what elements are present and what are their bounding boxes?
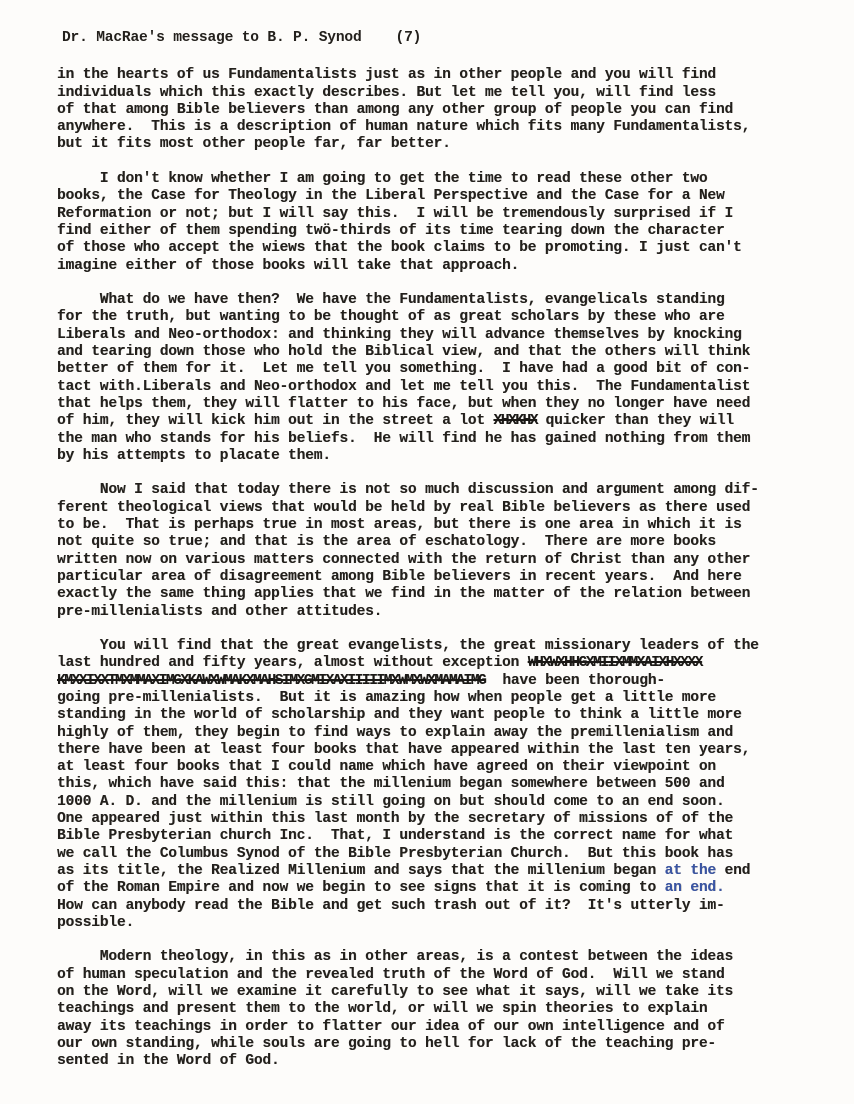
text-line — [57, 725, 824, 742]
text-segment: 1000 A. D. and the millenium is still going on but should come to an end soon. — [57, 793, 725, 810]
text-segment: How can anybody read the Bible and get such trash out of it? It's utterly im- — [57, 897, 725, 914]
text-line — [57, 240, 824, 257]
text-segment: by his attempts to placate them. — [57, 447, 331, 464]
paragraph — [57, 67, 824, 153]
text-line — [57, 309, 824, 326]
text-segment: You will find that the great evangelists, the great missionary leaders of the — [57, 638, 759, 655]
paragraph — [57, 949, 824, 1070]
text-line — [57, 534, 824, 551]
text-segment: we call the Columbus Synod of the Bible Presbyterian Church. But this book has — [57, 845, 734, 862]
text-line — [57, 448, 824, 465]
text-line — [57, 396, 824, 413]
text-segment: Modern theology, in this as in other areas, is a contest between the ideas — [57, 949, 734, 966]
text-segment: Bible Presbyterian church Inc. That, I understand is the correct name for what — [57, 828, 734, 845]
text-line — [57, 188, 824, 205]
text-segment: Now I said that today there is not so much discussion and argument among dif- — [57, 482, 759, 499]
text-line — [57, 344, 824, 361]
text-segment: What do we have then? We have the Fundamentalists, evangelicals standing — [57, 292, 725, 309]
text-segment: anywhere. This is a description of human nature which fits many Fundamentalists, — [57, 119, 751, 136]
text-line — [57, 569, 824, 586]
text-segment: of that among Bible believers than among any other group of people you can find — [57, 101, 734, 118]
text-segment: have been thorough- — [485, 672, 665, 689]
text-line — [57, 880, 824, 897]
struck-out-text: WHXWXHHGXMIIXMMXAIXHXXXX — [527, 655, 702, 672]
text-segment: sented in the Word of God. — [57, 1053, 280, 1070]
text-segment: I don't know whether I am going to get the time to read these other two — [57, 171, 708, 188]
text-segment: written now on various matters connected with the return of Christ than any other — [57, 551, 751, 568]
text-line — [57, 742, 824, 759]
text-segment: teachings and present them to the world, or will we spin theories to explain — [57, 1001, 708, 1018]
text-line — [57, 811, 824, 828]
text-segment: particular area of disagreement among Bible believers in recent years. And here — [57, 568, 742, 585]
page-number: (7) — [395, 30, 422, 46]
text-segment: and tearing down those who hold the Biblical view, and that the others will think — [57, 344, 751, 361]
text-line — [57, 828, 824, 845]
text-line — [57, 223, 824, 240]
text-segment: individuals which this exactly describes. But let me tell you, will find less — [57, 84, 716, 101]
text-segment: not quite so true; and that is the area of eschatology. There are more books — [57, 534, 716, 551]
text-line — [57, 915, 824, 932]
text-segment: imagine either of those books will take that approach. — [57, 257, 520, 274]
text-line — [57, 119, 824, 136]
text-line — [57, 1001, 824, 1018]
paragraph — [57, 292, 824, 465]
text-line — [57, 171, 824, 188]
text-line — [57, 1053, 824, 1070]
text-line — [57, 846, 824, 863]
text-line — [57, 327, 824, 344]
text-segment: quicker than they will — [537, 413, 734, 430]
text-line — [57, 413, 824, 430]
text-segment: of those who accept the wiews that the book claims to be promoting. I just can't — [57, 240, 742, 257]
text-line — [57, 655, 824, 672]
text-segment: as its title, the Realized Millenium and says that the millenium began — [57, 862, 665, 879]
text-segment: the man who stands for his beliefs. He will find he has gained nothing from them — [57, 430, 751, 447]
text-segment: Liberals and Neo-orthodox: and thinking they will advance themselves by knocking — [57, 326, 742, 343]
text-line — [57, 984, 824, 1001]
text-line — [57, 759, 824, 776]
text-segment: this, which have said this: that the millenium began somewhere between 500 and — [57, 776, 725, 793]
text-segment: possible. — [57, 914, 135, 931]
text-segment: Reformation or not; but I will say this. I will be tremendously surprised if I — [57, 205, 734, 222]
text-line — [57, 776, 824, 793]
text-line — [57, 794, 824, 811]
blue-ink-text: at the — [664, 862, 716, 879]
text-line — [57, 949, 824, 966]
text-segment: pre-millenialists and other attitudes. — [57, 603, 383, 620]
text-segment: books, the Case for Theology in the Liberal Perspective and the Case for a New — [57, 188, 725, 205]
text-segment: highly of them, they begin to find ways to explain away the premillenialism and — [57, 724, 734, 741]
text-segment: better of them for it. Let me tell you something. I have had a good bit of con- — [57, 361, 751, 378]
text-line — [57, 552, 824, 569]
text-line — [57, 1036, 824, 1053]
text-segment: in the hearts of us Fundamentalists just as in other people and you will find — [57, 67, 716, 84]
text-segment: there have been at least four books that have appeared within the last ten years, — [57, 741, 751, 758]
text-segment: to be. That is perhaps true in most areas, but there is one area in which it is — [57, 517, 742, 534]
text-line — [57, 1019, 824, 1036]
text-line — [57, 690, 824, 707]
text-line — [57, 517, 824, 534]
paragraph — [57, 482, 824, 620]
blue-ink-text: an end. — [664, 880, 725, 897]
text-line — [57, 967, 824, 984]
text-line — [57, 482, 824, 499]
paragraph — [57, 638, 824, 932]
text-segment: for the truth, but wanting to be thought of as great scholars by these who are — [57, 309, 725, 326]
text-line — [57, 638, 824, 655]
document-body — [57, 67, 824, 1070]
text-segment: tact with.Liberals and Neo-orthodox and let me tell you this. The Fundamentalist — [57, 378, 751, 395]
header-title: Dr. MacRae's message to B. P. Synod — [62, 30, 362, 46]
text-segment: of the Roman Empire and now we begin to see signs that it is coming to — [57, 880, 665, 897]
text-segment: of him, they will kick him out in the street a lot — [57, 413, 494, 430]
text-segment: but it fits most other people far, far better. — [57, 136, 451, 153]
text-segment: standing in the world of scholarship and they want people to think a little more — [57, 707, 742, 724]
struck-out-text: XHXKHX — [493, 413, 537, 430]
text-line — [57, 85, 824, 102]
text-segment: exactly the same thing applies that we find in the matter of the relation between — [57, 586, 751, 603]
text-segment: going pre-millenialists. But it is amazing how when people get a little more — [57, 689, 716, 706]
text-segment: last hundred and fifty years, almost without exception — [57, 655, 528, 672]
text-line — [57, 707, 824, 724]
text-line — [57, 673, 824, 690]
text-segment: find either of them spending twö-thirds of its time tearing down the character — [57, 222, 725, 239]
text-segment: of human speculation and the revealed truth of the Word of God. Will we stand — [57, 966, 725, 983]
text-line — [57, 898, 824, 915]
text-line — [57, 604, 824, 621]
text-segment: end — [715, 862, 751, 879]
struck-out-text: KMXXIXXTMXMMAXIMGXKAWXWMAKXMAHSIMXGMIXAXIIIIIMXWMXWXMAMAIMG — [57, 672, 486, 689]
text-line — [57, 67, 824, 84]
text-segment: that helps them, they will flatter to his face, but when they no longer have need — [57, 395, 751, 412]
text-line — [57, 102, 824, 119]
text-line — [57, 379, 824, 396]
text-line — [57, 431, 824, 448]
text-segment: away its teachings in order to flatter our idea of our own intelligence and of — [57, 1018, 725, 1035]
paragraph — [57, 171, 824, 275]
text-line — [57, 136, 824, 153]
page-header — [62, 30, 824, 47]
text-line — [57, 258, 824, 275]
text-segment: at least four books that I could name which have agreed on their viewpoint on — [57, 759, 716, 776]
text-line — [57, 586, 824, 603]
text-line — [57, 863, 824, 880]
text-line — [57, 292, 824, 309]
text-line — [57, 361, 824, 378]
text-segment: One appeared just within this last month by the secretary of missions of of the — [57, 811, 734, 828]
text-segment: our own standing, while souls are going to hell for lack of the teaching pre- — [57, 1035, 716, 1052]
text-segment: on the Word, will we examine it carefully to see what it says, will we take its — [57, 984, 734, 1001]
text-line — [57, 206, 824, 223]
text-segment: ferent theological views that would be held by real Bible believers as there used — [57, 499, 751, 516]
text-line — [57, 500, 824, 517]
